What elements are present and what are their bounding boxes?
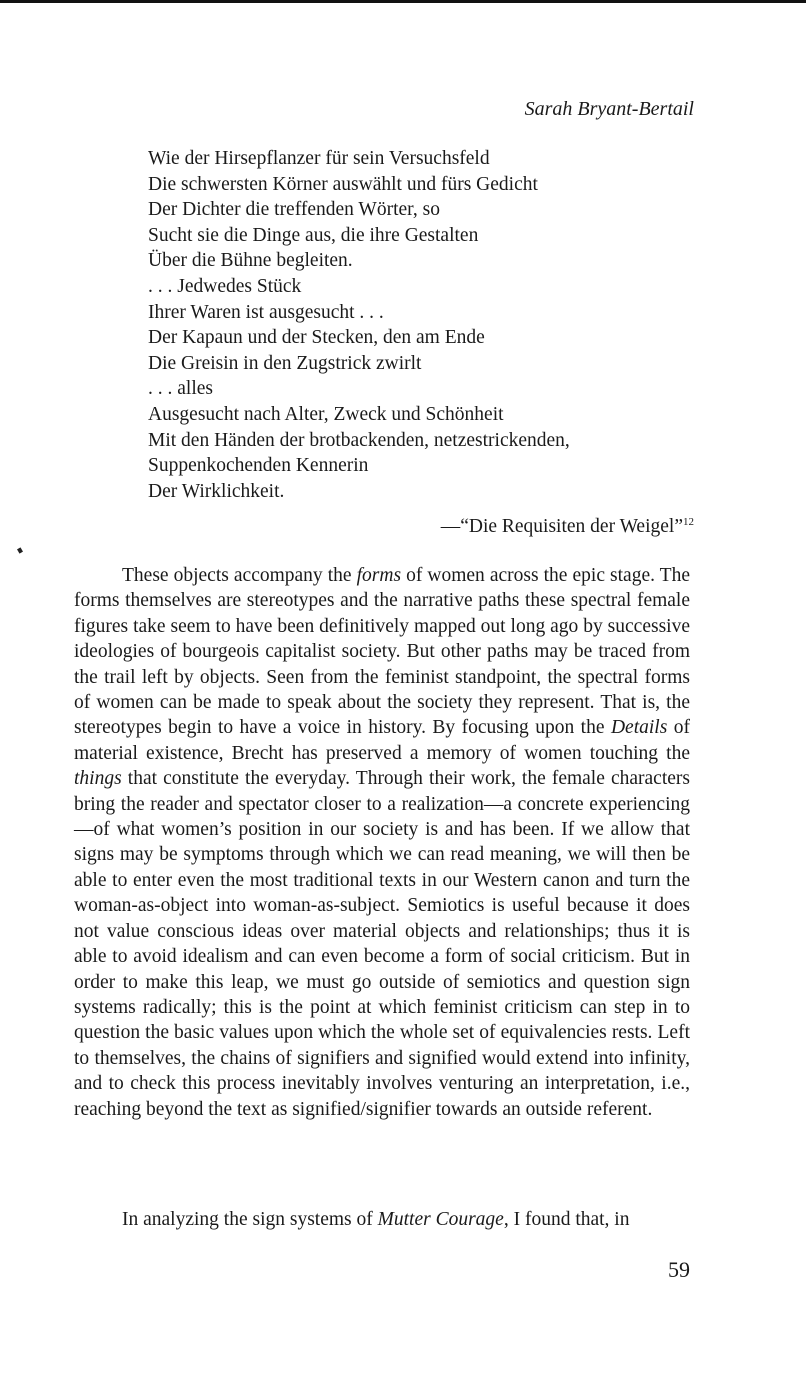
text-run: These objects accompany the (122, 565, 357, 586)
emphasis-details: Details (610, 717, 668, 739)
body-paragraph (74, 563, 690, 1122)
scan-speck (17, 547, 23, 553)
top-edge-rule (0, 0, 806, 3)
poem-line: Die schwersten Körner auswählt und fürs Gedicht (148, 173, 538, 195)
poem-line: Sucht sie die Dinge aus, die ihre Gestalten (148, 224, 479, 246)
text-run: In analyzing the sign systems of (122, 1209, 378, 1230)
poem-line: Wie der Hirsepflanzer für sein Versuchsfeld (148, 148, 490, 169)
text-run: of women across the epic stage. The forms themselves are stereotypes and the narrative paths these spectral female figures take seem to have been definitively mapped out long ago by successive ideologies of bourgeois capitalist society. But other paths may be traced from the trail left by objects. Seen from the feminist standpoint, the spectral forms of women can be made to speak about the society they represent. That is, the stereotypes begin to have a voice in history. By focusing upon the (74, 565, 690, 739)
body-paragraph (74, 1207, 690, 1232)
poem-line: Ausgesucht nach Alter, Zweck und Schönheit (148, 403, 504, 425)
text-run: , I found that, in (503, 1209, 630, 1230)
poem-line: Mit den Händen der brotbackenden, netzestrickenden, (148, 429, 570, 451)
running-head-author: Sarah Bryant-Bertail (524, 98, 694, 120)
poem-line: Der Wirklichkeit. (148, 480, 285, 502)
text-run: of material existence, Brecht has preserved a memory of women touching the (74, 717, 690, 764)
poem-line: Der Kapaun und der Stecken, den am Ende (148, 327, 485, 349)
poem-line: Über die Bühne begleiten. (148, 250, 353, 272)
poem-quotation (148, 146, 570, 504)
page-number: 59 (668, 1257, 690, 1282)
poem-line: . . . Jedwedes Stück (148, 275, 302, 297)
poem-line: . . . alles (148, 378, 213, 400)
attribution-text: —“Die Requisiten der Weigel” (440, 516, 683, 537)
text-run: that constitute the everyday. Through their work, the female characters bring the reader and spectator closer to a realization—a concrete experiencing—of what women’s position in our society is and has been. If we allow that signs may be symptoms through which we can read meaning, we will then be able to enter even the most traditional texts in our Western canon and turn the woman-as-object into woman-as-subject. Semiotics is useful because it does not value conscious ideas over material objects and relationships; thus it is able to avoid idealism and can even become a form of social criticism. But in order to make this leap, we must go outside of semiotics and question sign systems radically; this is the point at which feminist criticism can step in to question the basic values upon which the whole set of equivalencies rests. Left to themselves, the chains of signifiers and signified would extend into infinity, and to check this process inevitably involves venturing an interpretation, i.e., reaching beyond the text as signified/signifier towards an outside referent. (74, 768, 690, 1120)
poem-line: Der Dichter die treffenden Wörter, so (148, 199, 440, 221)
poem-line: Die Greisin in den Zugstrick zwirlt (148, 352, 422, 374)
poem-line: Ihrer Waren ist ausgesucht . . . (148, 301, 384, 323)
work-title: Mutter Courage (377, 1209, 504, 1230)
footnote-reference: 12 (683, 516, 694, 528)
poem-attribution (441, 509, 694, 540)
emphasis-things: things (74, 768, 122, 790)
poem-line: Suppenkochenden Kennerin (148, 455, 369, 477)
emphasis-forms: forms (356, 565, 402, 586)
